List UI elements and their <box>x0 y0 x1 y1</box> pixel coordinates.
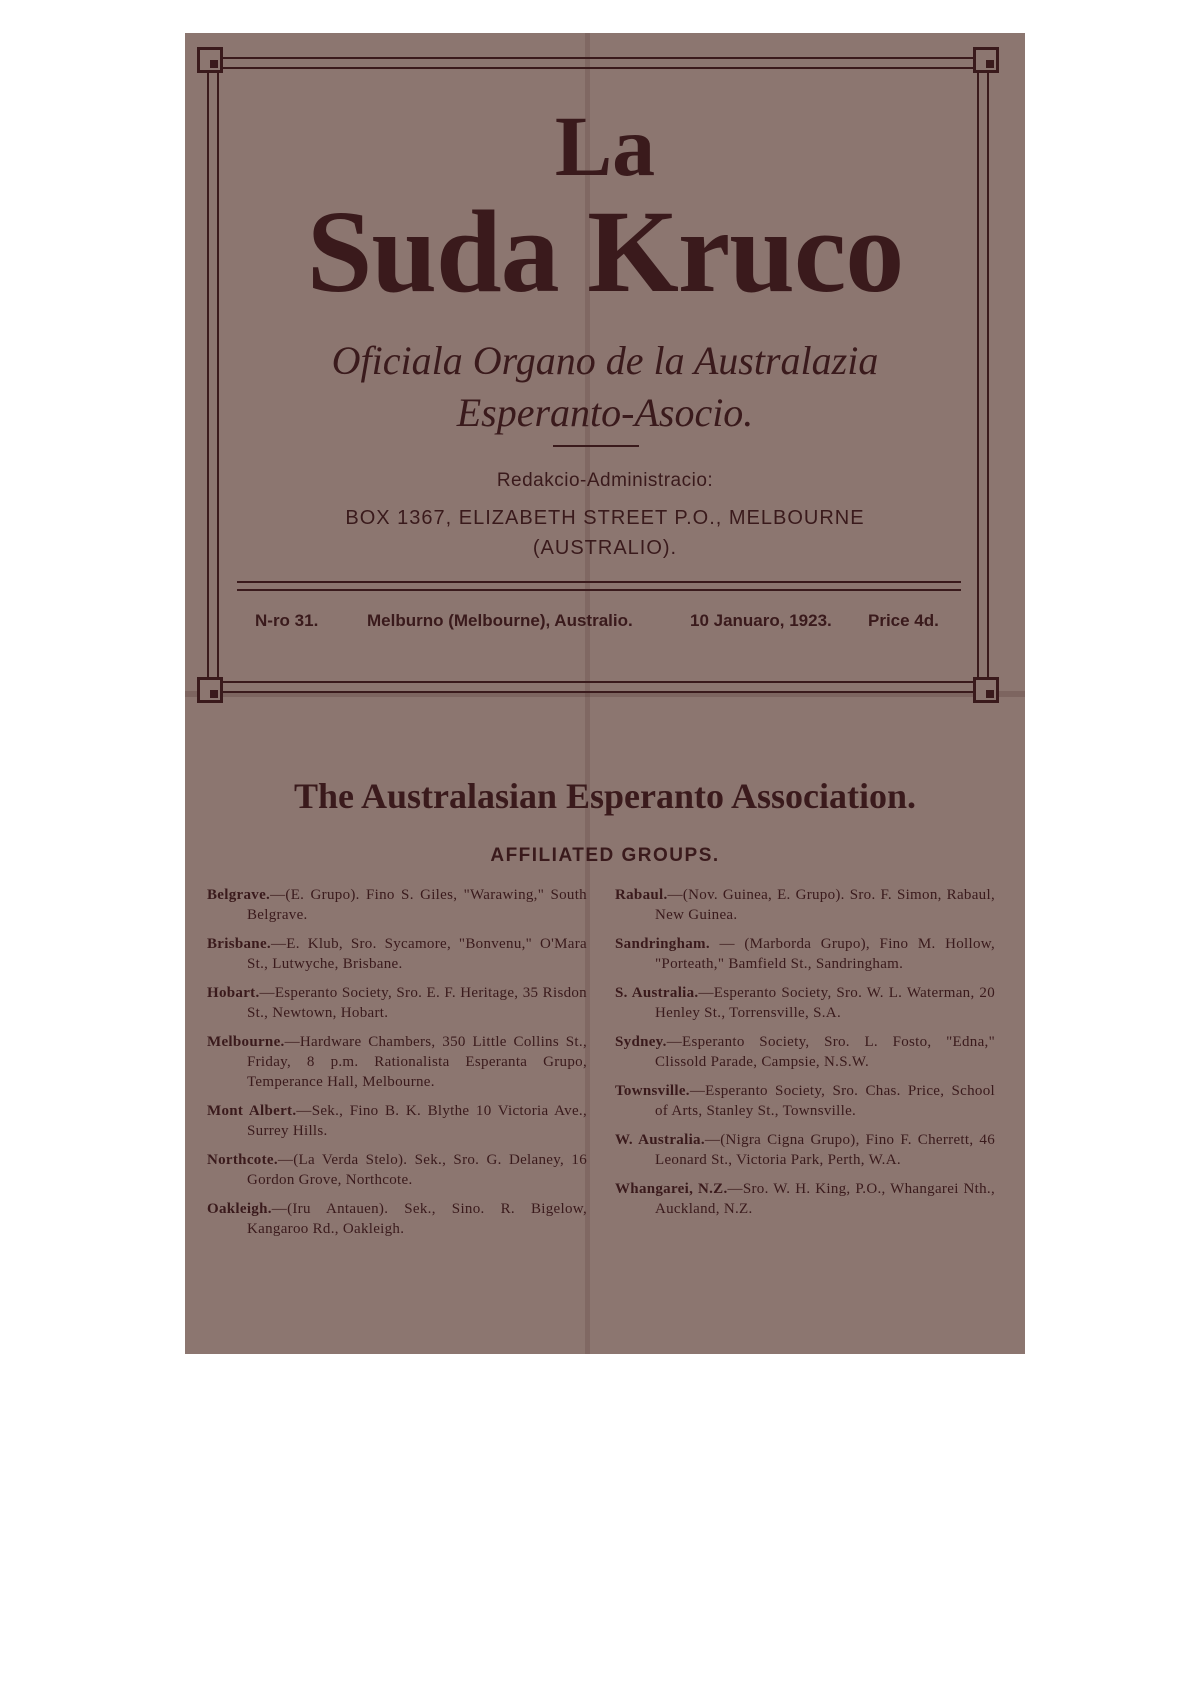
issue-number: N-ro 31. <box>255 611 319 630</box>
address-line-2: (AUSTRALIO). <box>532 537 678 559</box>
list-item: Hobart.—Esperanto Society, Sro. E. F. Heritage, 35 Risdon St., Newtown, Hobart. <box>207 985 587 1021</box>
groups-column-right <box>615 885 995 1228</box>
divider <box>553 445 639 447</box>
masthead-subtitle <box>185 335 1025 439</box>
list-item: Belgrave.—(E. Grupo). Fino S. Giles, "Warawing," South Belgrave. <box>207 887 587 923</box>
address-line-1: BOX 1367, ELIZABETH STREET P.O., MELBOURNE <box>345 507 865 529</box>
corner-ornament <box>973 677 999 703</box>
address <box>245 503 965 563</box>
issue-price: Price 4d. <box>868 611 939 630</box>
issue-place: Melburno (Melbourne), Australio. <box>367 611 633 630</box>
divider <box>237 589 961 591</box>
section-heading: The Australasian Esperanto Association. <box>293 776 917 816</box>
list-item: Sydney.—Esperanto Society, Sro. L. Fosto, "Edna," Clissold Parade, Campsie, N.S.W. <box>615 1034 995 1070</box>
corner-ornament <box>197 677 223 703</box>
corner-ornament <box>197 47 223 73</box>
list-item: Mont Albert.—Sek., Fino B. K. Blythe 10 Victoria Ave., Surrey Hills. <box>207 1103 588 1139</box>
list-item: Rabaul.—(Nov. Guinea, E. Grupo). Sro. F. Simon, Rabaul, New Guinea. <box>615 887 995 923</box>
list-item: Sandringham. — (Marborda Grupo), Fino M. Hollow, "Porteath," Bamfield St., Sandringham. <box>615 936 995 972</box>
redakcio-label: Redakcio-Administracio: <box>496 470 714 491</box>
list-item: Whangarei, N.Z.—Sro. W. H. King, P.O., Whangarei Nth., Auckland, N.Z. <box>615 1181 996 1217</box>
masthead-title: Suda Kruco <box>306 186 904 317</box>
groups-column-left <box>207 885 587 1248</box>
subtitle-line-1: Oficiala Organo de la Australazia <box>331 338 879 383</box>
issue-date: 10 Januaro, 1923. <box>690 611 832 630</box>
list-item: Melbourne.—Hardware Chambers, 350 Little Collins St., Friday, 8 p.m. Rationalista Esperanta Grupo, Temperance Hall, Melbourne. <box>207 1034 587 1090</box>
newspaper-page <box>185 33 1025 1354</box>
divider <box>237 581 961 583</box>
list-item: Northcote.—(La Verda Stelo). Sek., Sro. G. Delaney, 16 Gordon Grove, Northcote. <box>207 1152 587 1188</box>
list-item: Townsville.—Esperanto Society, Sro. Chas. Price, School of Arts, Stanley St., Townsville. <box>615 1083 995 1119</box>
list-item: Oakleigh.—(Iru Antauen). Sek., Sino. R. Bigelow, Kangaroo Rd., Oakleigh. <box>207 1201 587 1237</box>
list-item: Brisbane.—E. Klub, Sro. Sycamore, "Bonvenu," O'Mara St., Lutwyche, Brisbane. <box>207 936 587 972</box>
list-item: S. Australia.—Esperanto Society, Sro. W. L. Waterman, 20 Henley St., Torrensville, S.A. <box>615 985 995 1021</box>
masthead-title-article: La <box>554 98 656 194</box>
corner-ornament <box>973 47 999 73</box>
subtitle-line-2: Esperanto-Asocio. <box>456 390 754 435</box>
section-subheading: AFFILIATED GROUPS. <box>490 845 720 866</box>
list-item: W. Australia.—(Nigra Cigna Grupo), Fino F. Cherrett, 46 Leonard St., Victoria Park, Perth, W.A. <box>615 1132 995 1168</box>
